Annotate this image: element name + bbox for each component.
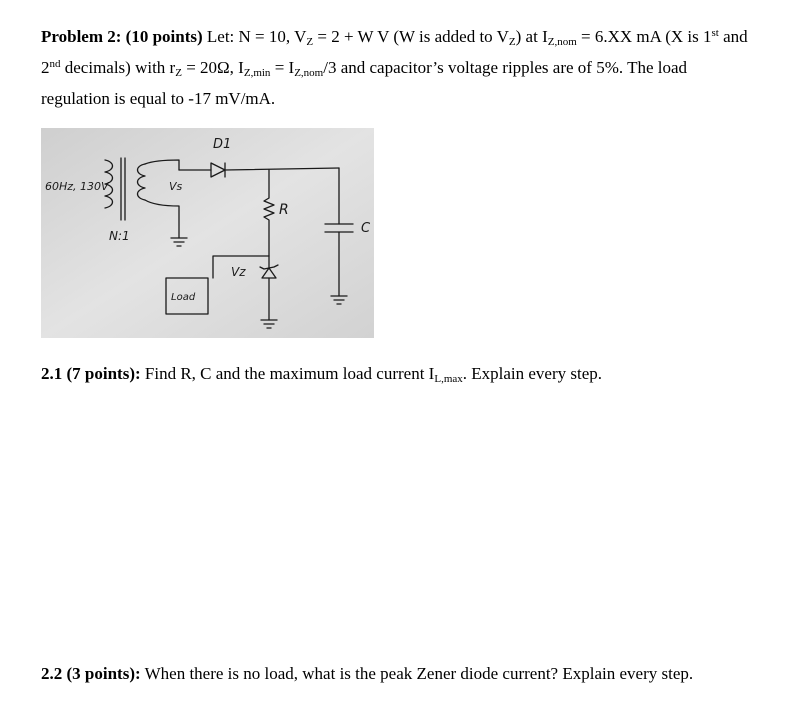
load-label: Load [171, 292, 196, 303]
problem-text: /3 and capacitor’s voltage ripples are of 5%. The load regulation is equal to -17 mV/mA. [41, 58, 688, 108]
problem-text: = 20Ω, I [181, 58, 244, 77]
problem-sub: Z,nom [294, 67, 324, 79]
source-label: 60Hz, 130V [45, 180, 109, 193]
problem-text: and 2 [41, 27, 748, 77]
problem-text: = 6.XX mA (X is 1 [576, 27, 712, 46]
problem-label: Problem 2: (10 points) [41, 27, 203, 46]
question-text: When there is no load, what is the peak Zener diode current? Explain every step. [140, 664, 694, 683]
problem-statement [41, 21, 751, 114]
problem-sup: st [711, 27, 719, 39]
problem-text: = 2 + W V (W is added to V [313, 27, 509, 46]
question-label: 2.1 (7 points): [41, 364, 141, 383]
problem-sub: Z [306, 36, 314, 48]
zener-label: Vz [231, 265, 246, 279]
problem-sub: Z,min [243, 67, 271, 79]
question-label: 2.2 (3 points): [41, 664, 141, 683]
diode-label: D1 [213, 137, 232, 152]
problem-text: Let: N = 10, V [202, 27, 307, 46]
question-text: . Explain every step. [462, 364, 603, 383]
circuit-photo [41, 128, 374, 338]
problem-sub: Z [175, 67, 182, 79]
question-2-2 [41, 664, 693, 684]
problem-text: ) at I [515, 27, 548, 46]
ratio-label: N:1 [109, 229, 130, 243]
question-text: Find R, C and the maximum load current I [140, 364, 435, 383]
question-2-1 [41, 364, 602, 384]
cap-label: C [361, 221, 371, 236]
problem-sub: Z [508, 36, 516, 48]
problem-text: = I [270, 58, 295, 77]
question-sub: L,max [434, 373, 463, 385]
problem-text: decimals) with r [60, 58, 176, 77]
problem-sub: Z,nom [547, 36, 577, 48]
problem-sup: nd [49, 58, 61, 70]
secondary-label: Vs [169, 180, 183, 193]
resistor-label: R [279, 202, 289, 218]
